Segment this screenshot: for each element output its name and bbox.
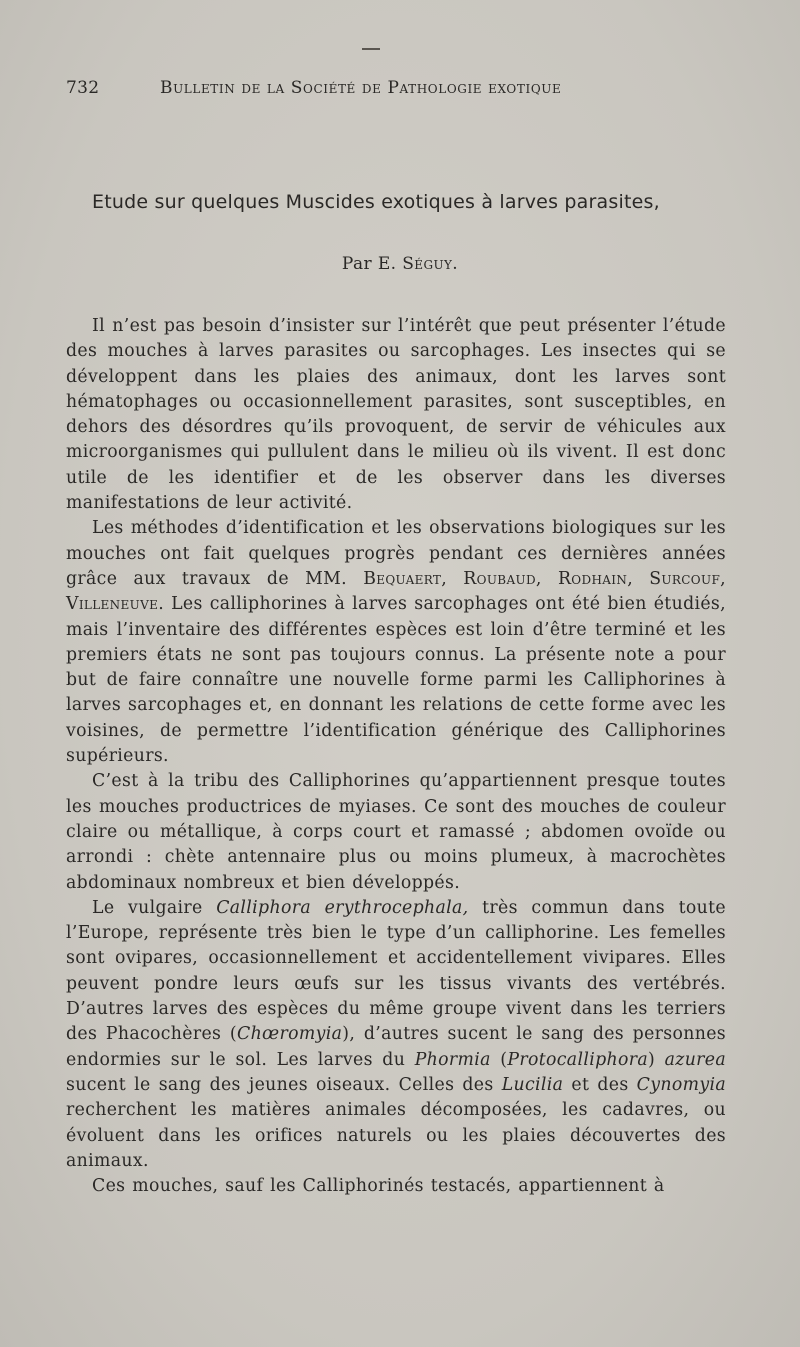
paragraph-2-text-a: Les méthodes d’identification et les observations biologiques sur les mouches ont fait quelques progrès pendant ces dernières années grâce aux travaux de MM.: [66, 518, 726, 589]
paragraph-5: Ces mouches, sauf les Calliphorinés testacés, appartiennent à: [92, 1176, 665, 1197]
author-name: Séguy.: [402, 254, 459, 274]
p4-text-e: ): [648, 1049, 656, 1070]
p4-text-f: sucent le sang des jeunes oiseaux. Celles des: [66, 1074, 494, 1095]
paragraph-1: Il n’est pas besoin d’insister sur l’intérêt que peut présenter l’étude des mouches à larves parasites ou sarcophages. Les insectes qui se développent dans les plaies des animaux, dont les larves sont hématophages ou occasionnellement parasites, sont susceptibles, en dehors des désordres qu’ils provoquent, de servir de véhicules aux microorganismes qui pullulent dans le milieu où ils vivent. Il est donc utile de les identifier et de les observer dans les diverses manifestations de leur activité.: [66, 316, 726, 514]
author-names: Bequaert, Roubaud, Rodhain, Surcouf, Villeneuve.: [66, 568, 726, 615]
author-prefix: Par E.: [341, 254, 397, 274]
species-calliphora: Calliphora erythrocephala,: [216, 897, 469, 918]
journal-title: Bulletin de la Société de Pathologie exotique: [160, 78, 562, 98]
genus-lucilia: Lucilia: [501, 1074, 564, 1095]
paragraph-3: C’est à la tribu des Calliphorines qu’appartiennent presque toutes les mouches productrices de myiases. Ce sont des mouches de couleur claire ou métallique, à corps court et ramassé ; abdomen ovoïde ou arrondi : chète antennaire plus ou moins plumeux, à macrochètes abdominaux nombreux et bien développés.: [66, 771, 726, 893]
genus-protocalliphora: Protocalliphora: [507, 1049, 648, 1070]
p4-text-g: et des: [571, 1074, 629, 1095]
paragraph-4: [66, 896, 726, 1174]
p4-text-d: (: [500, 1049, 508, 1070]
species-azurea: azurea: [664, 1049, 727, 1070]
p4-text-b: très commun dans toute l’Europe, représente très bien le type d’un calliphorine. Les femelles sont ovipares, occasionnellement et accidentellement vivipares. Elles peuvent pondre leurs œufs sur les tissus vivants des vertébrés. D’autres larves des espèces du même groupe vivent dans les terriers des Phacochères (: [66, 897, 726, 1045]
top-rule: [362, 48, 380, 50]
genus-choeromyia: Chœromyia: [237, 1024, 343, 1045]
p4-text-c: ), d’autres sucent le sang des personnes endormies sur le sol. Les larves du: [66, 1024, 727, 1070]
article-title: Etude sur quelques Muscides exotiques à larves parasites,: [92, 191, 660, 213]
genus-phormia: Phormia: [414, 1049, 491, 1070]
page-number: 732: [66, 78, 100, 98]
paragraph-2-text-b: Les calliphorines à larves sarcophages ont été bien étudiés, mais l’inventaire des différentes espèces est loin d’être terminé et les premiers états ne sont pas toujours connus. La présente note a pour but de faire connaître une nouvelle forme parmi les Calliphorines à larves sarcophages et, en donnant les relations de cette forme avec les voisines, de permettre l’identification générique des Calliphorines supérieurs.: [66, 594, 726, 767]
article-body: [66, 314, 726, 1199]
p4-text-h: recherchent les matières animales décomposées, les cadavres, ou évoluent dans les orifices naturels ou les plaies découvertes des animaux.: [66, 1100, 726, 1171]
genus-cynomyia: Cynomyia: [636, 1074, 726, 1095]
paragraph-2: [66, 516, 726, 769]
author-line: [0, 254, 800, 274]
p4-text-a: Le vulgaire: [92, 897, 203, 918]
